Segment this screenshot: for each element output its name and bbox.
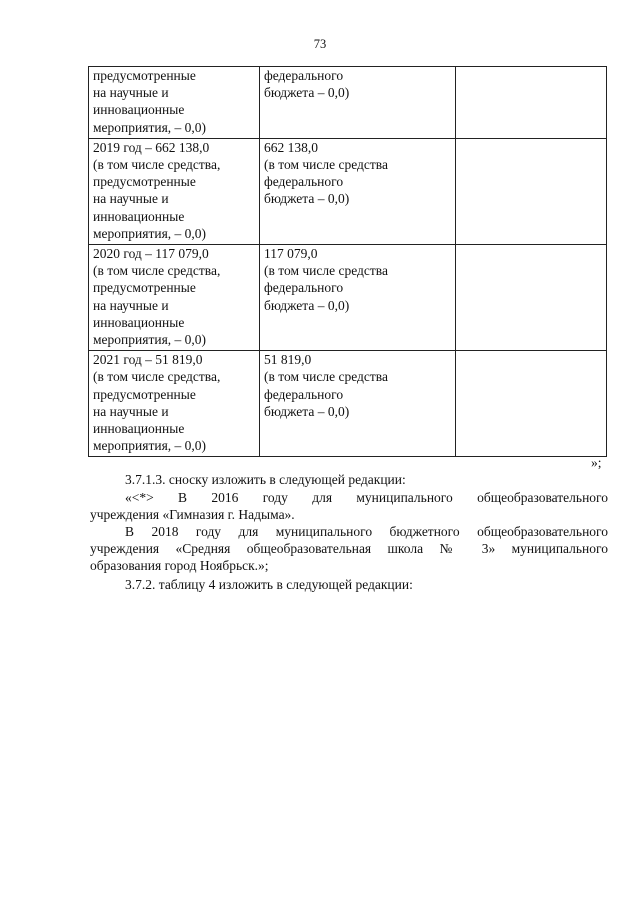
paragraph-2018-line1: В 2018 году для муниципального бюджетного общеобразовательного	[125, 524, 608, 539]
cell-line: инновационные	[93, 102, 185, 118]
table-cell	[456, 67, 607, 139]
table-row	[89, 67, 607, 139]
cell-line: 662 138,0	[264, 139, 318, 155]
cell-line: федерального	[264, 68, 344, 83]
cell-line: мероприятия, – 0,0)	[93, 438, 207, 454]
paragraph-footnote-line1: «<*> В 2016 году для муниципального общеобразовательного	[125, 490, 608, 505]
closing-quote: »;	[591, 455, 602, 470]
cell-line: (в том числе средства,	[93, 157, 221, 173]
cell-line: мероприятия, – 0,0)	[93, 225, 207, 241]
cell-line: 2020 год – 117 079,0	[93, 246, 209, 262]
page-number: 73	[313, 37, 327, 51]
table-cell	[260, 245, 456, 351]
table-cell	[89, 138, 260, 244]
cell-line: (в том числе средства,	[93, 369, 221, 385]
cell-line: предусмотренные	[93, 280, 196, 296]
paragraph-footnote-line2: учреждения «Гимназия г. Надыма».	[90, 507, 295, 522]
cell-line: федерального	[264, 386, 344, 402]
cell-line: бюджета – 0,0)	[264, 403, 350, 419]
cell-line: на научные и	[93, 191, 169, 207]
cell-line: 2021 год – 51 819,0	[93, 352, 203, 368]
table-row	[89, 351, 607, 457]
table-cell	[260, 138, 456, 244]
table-cell	[456, 245, 607, 351]
table-cell	[456, 138, 607, 244]
cell-line: федерального	[264, 280, 344, 296]
cell-line: федерального	[264, 174, 344, 190]
cell-line: бюджета – 0,0)	[264, 191, 350, 207]
table-row	[89, 245, 607, 351]
cell-line: инновационные	[93, 314, 185, 330]
table-cell	[260, 351, 456, 457]
cell-line: (в том числе средства	[264, 369, 388, 385]
cell-line: на научные и	[93, 403, 169, 419]
funding-table	[88, 66, 607, 457]
cell-line: на научные и	[93, 85, 169, 101]
cell-line: на научные и	[93, 297, 169, 313]
cell-line: предусмотренные	[93, 68, 196, 83]
cell-line: 51 819,0	[264, 352, 312, 368]
cell-line: предусмотренные	[93, 174, 196, 190]
table-cell	[456, 351, 607, 457]
cell-line: мероприятия, – 0,0)	[93, 332, 207, 348]
paragraph-2018-line2: учреждения «Средняя общеобразовательная школа № 3» муниципального	[90, 541, 608, 556]
cell-line: бюджета – 0,0)	[264, 297, 350, 313]
table-cell	[89, 351, 260, 457]
cell-line: инновационные	[93, 421, 185, 437]
paragraph-table4-intro: 3.7.2. таблицу 4 изложить в следующей редакции:	[125, 577, 413, 592]
table-cell	[89, 67, 260, 139]
cell-line: (в том числе средства,	[93, 263, 221, 279]
cell-line: предусмотренные	[93, 386, 196, 402]
cell-line: бюджета – 0,0)	[264, 85, 350, 101]
table-row	[89, 138, 607, 244]
cell-line: (в том числе средства	[264, 157, 388, 173]
paragraph-2018-line3: образования город Ноябрьск.»;	[90, 558, 269, 573]
cell-line: инновационные	[93, 208, 185, 224]
cell-line: (в том числе средства	[264, 263, 388, 279]
cell-line: мероприятия, – 0,0)	[93, 119, 207, 135]
paragraph-footnote-intro: 3.7.1.3. сноску изложить в следующей редакции:	[125, 472, 406, 487]
table-cell	[260, 67, 456, 139]
cell-line: 2019 год – 662 138,0	[93, 139, 210, 155]
table-cell	[89, 245, 260, 351]
cell-line: 117 079,0	[264, 246, 318, 262]
